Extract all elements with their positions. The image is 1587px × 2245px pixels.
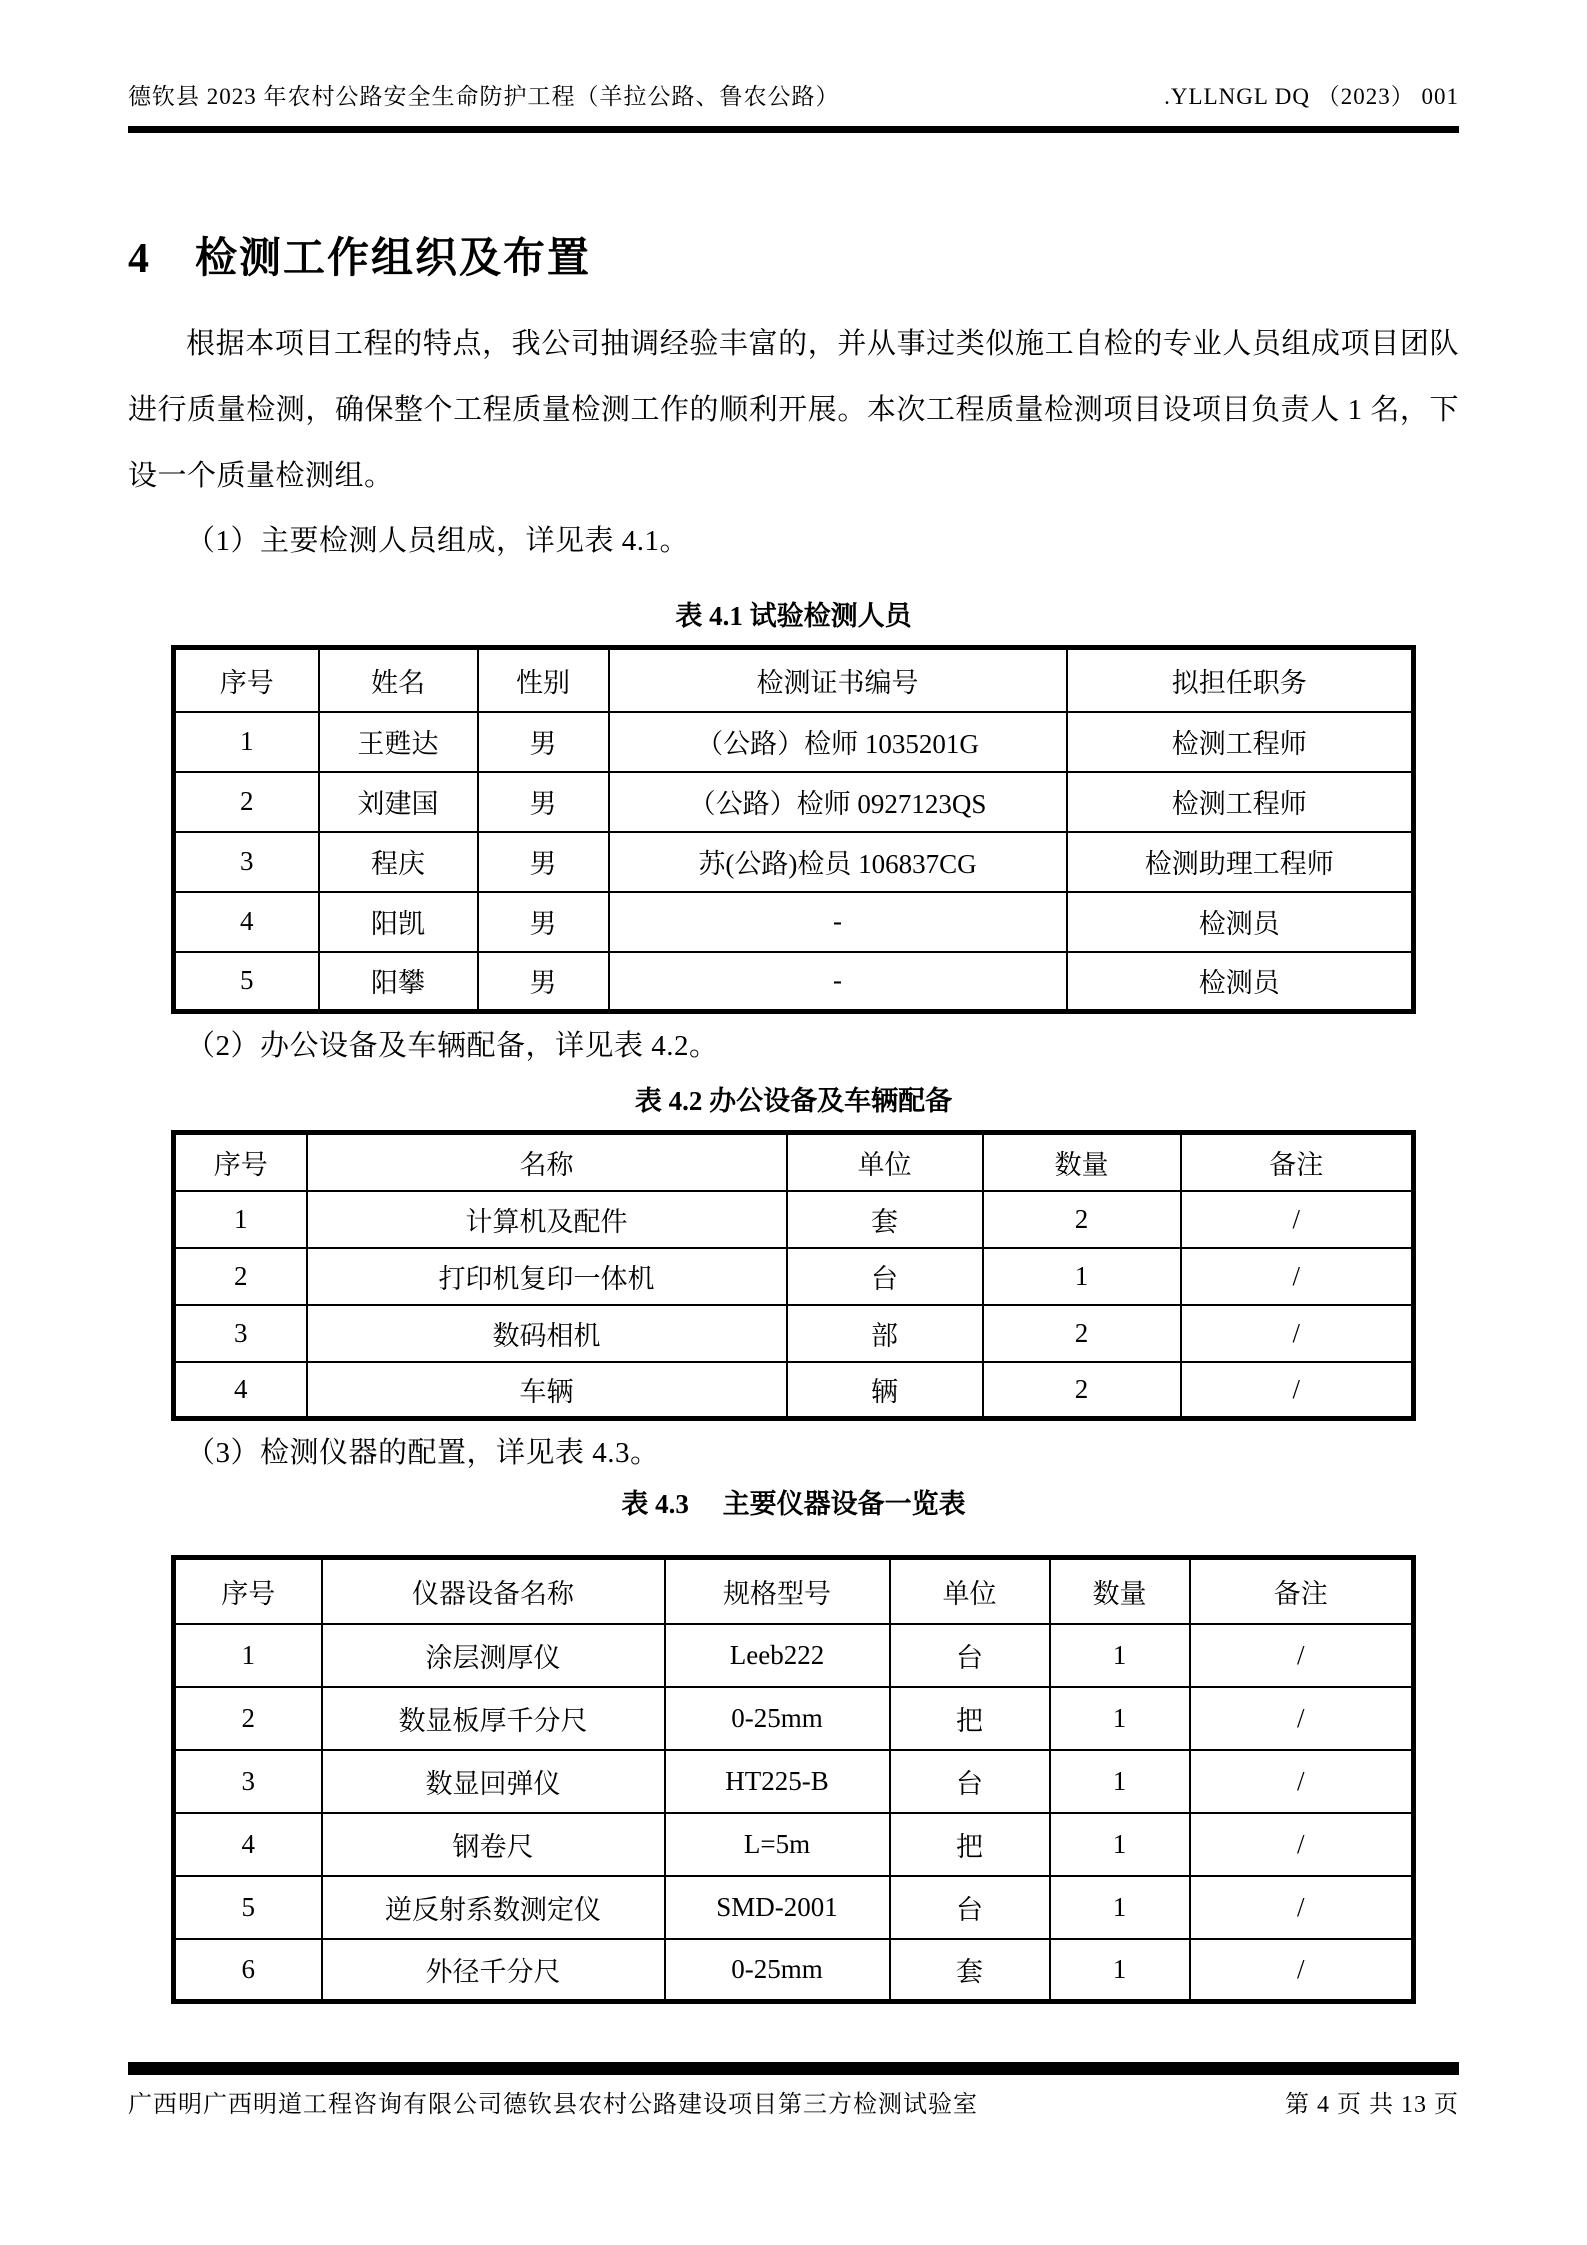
table-header-cell: 备注	[1190, 1558, 1414, 1624]
table-cell: 部	[787, 1305, 983, 1362]
table-cell: 打印机复印一体机	[307, 1248, 787, 1305]
table-cell: 检测员	[1067, 892, 1414, 952]
table-cell: 4	[174, 1362, 307, 1419]
table-cell: 计算机及配件	[307, 1191, 787, 1248]
table-cell: 钢卷尺	[322, 1813, 665, 1876]
table-cell: 外径千分尺	[322, 1939, 665, 2002]
table-cell: 阳凯	[319, 892, 478, 952]
table-cell: 男	[478, 952, 609, 1012]
header-divider	[128, 126, 1459, 133]
table-cell: HT225-B	[665, 1750, 890, 1813]
document-footer	[128, 2062, 1459, 2119]
body-paragraph: 根据本项目工程的特点，我公司抽调经验丰富的，并从事过类似施工自检的专业人员组成项目团队进行质量检测，确保整个工程质量检测工作的顺利开展。本次工程质量检测项目设项目负责人 1 名，下设一个质量检测组。	[128, 328, 1459, 492]
table-header-cell: 序号	[174, 1558, 322, 1624]
header-project-title: 德钦县 2023 年农村公路安全生命防护工程（羊拉公路、鲁农公路）	[128, 84, 840, 109]
table-row	[174, 1876, 1414, 1939]
table-cell: 5	[174, 1876, 322, 1939]
table-cell: 男	[478, 892, 609, 952]
table-cell: 刘建国	[319, 772, 478, 832]
table-cell: 4	[174, 1813, 322, 1876]
table-row	[174, 1750, 1414, 1813]
table-cell: 1	[1050, 1750, 1190, 1813]
table-cell: 2	[983, 1362, 1181, 1419]
table-cell: /	[1181, 1191, 1414, 1248]
table-cell: 数显板厚千分尺	[322, 1687, 665, 1750]
header-document-number: .YLLNGL DQ （2023） 001	[1164, 84, 1459, 109]
table-cell: 涂层测厚仪	[322, 1624, 665, 1687]
table-cell: /	[1190, 1750, 1414, 1813]
table-cell: 2	[174, 1248, 307, 1305]
table-caption-2: 表 4.2 办公设备及车辆配备	[634, 1086, 953, 1116]
table-cell: 1	[174, 1191, 307, 1248]
table-cell: 3	[174, 832, 319, 892]
table-cell: 台	[890, 1624, 1050, 1687]
table-row	[174, 1813, 1414, 1876]
table-cell: 检测工程师	[1067, 772, 1414, 832]
table-row	[174, 892, 1414, 952]
table-header-row	[174, 1558, 1414, 1624]
table-header-cell: 数量	[1050, 1558, 1190, 1624]
page-content	[128, 0, 1459, 2004]
table-cell: 阳攀	[319, 952, 478, 1012]
list-item-1: （1）主要检测人员组成，详见表 4.1。	[186, 525, 690, 557]
table-header-cell: 检测证书编号	[609, 648, 1067, 712]
table-cell: 1	[1050, 1687, 1190, 1750]
table-header-cell: 仪器设备名称	[322, 1558, 665, 1624]
table-cell: Leeb222	[665, 1624, 890, 1687]
table-cell: 王甦达	[319, 712, 478, 772]
table-cell: 台	[890, 1876, 1050, 1939]
table-caption-3: 表 4.3 主要仪器设备一览表	[621, 1489, 966, 1519]
footer-text-row	[128, 2084, 1459, 2119]
table-cell: 3	[174, 1305, 307, 1362]
table-header-cell: 备注	[1181, 1133, 1414, 1191]
footer-company: 广西明广西明道工程咨询有限公司德钦县农村公路建设项目第三方检测试验室	[128, 2092, 978, 2118]
document-header	[128, 0, 1459, 111]
table-cell: L=5m	[665, 1813, 890, 1876]
table-row	[174, 1939, 1414, 2002]
table-row	[174, 772, 1414, 832]
table-row	[174, 1248, 1414, 1305]
table-cell: 台	[890, 1750, 1050, 1813]
table-cell: /	[1190, 1624, 1414, 1687]
table-header-cell: 姓名	[319, 648, 478, 712]
table-cell: 1	[1050, 1624, 1190, 1687]
table-cell: 4	[174, 892, 319, 952]
section-number: 4	[128, 236, 151, 282]
table-header-row	[174, 1133, 1414, 1191]
table-cell: 逆反射系数测定仪	[322, 1876, 665, 1939]
table-cell: 数显回弹仪	[322, 1750, 665, 1813]
table-row	[174, 1191, 1414, 1248]
table-cell: /	[1190, 1687, 1414, 1750]
table-row	[174, 1362, 1414, 1419]
table-cell: 检测工程师	[1067, 712, 1414, 772]
personnel-table	[171, 645, 1416, 1014]
table-cell: 男	[478, 712, 609, 772]
table-cell: 1	[174, 712, 319, 772]
table-row	[174, 1624, 1414, 1687]
table-header-cell: 序号	[174, 1133, 307, 1191]
table-cell: -	[609, 952, 1067, 1012]
table-cell: /	[1181, 1305, 1414, 1362]
table-cell: /	[1181, 1362, 1414, 1419]
table-row	[174, 1687, 1414, 1750]
list-item-3: （3）检测仪器的配置，详见表 4.3。	[186, 1437, 660, 1469]
table-header-cell: 单位	[890, 1558, 1050, 1624]
table-cell: 1	[174, 1624, 322, 1687]
table-cell: 把	[890, 1687, 1050, 1750]
footer-page-number: 第 4 页 共 13 页	[1285, 2092, 1459, 2118]
table-cell: 2	[174, 1687, 322, 1750]
instrument-table	[171, 1555, 1416, 2004]
table-header-cell: 数量	[983, 1133, 1181, 1191]
table-header-cell: 名称	[307, 1133, 787, 1191]
table-header-row	[174, 648, 1414, 712]
table-cell: /	[1190, 1939, 1414, 2002]
table-cell: 辆	[787, 1362, 983, 1419]
table-cell: 0-25mm	[665, 1939, 890, 2002]
table-cell: 苏(公路)检员 106837CG	[609, 832, 1067, 892]
table-row	[174, 1305, 1414, 1362]
table-cell: /	[1190, 1876, 1414, 1939]
table-cell: 1	[1050, 1813, 1190, 1876]
table-header-cell: 拟担任职务	[1067, 648, 1414, 712]
table-cell: 6	[174, 1939, 322, 2002]
table-cell: SMD-2001	[665, 1876, 890, 1939]
table-row	[174, 832, 1414, 892]
table-cell: 5	[174, 952, 319, 1012]
footer-divider	[128, 2062, 1459, 2075]
table-cell: 套	[890, 1939, 1050, 2002]
table-cell: 检测助理工程师	[1067, 832, 1414, 892]
table-cell: 2	[983, 1305, 1181, 1362]
table-header-cell: 序号	[174, 648, 319, 712]
table-cell: /	[1190, 1813, 1414, 1876]
equipment-table	[171, 1130, 1416, 1421]
list-item-2: （2）办公设备及车辆配备，详见表 4.2。	[186, 1030, 719, 1062]
table-caption-1: 表 4.1 试验检测人员	[675, 601, 912, 631]
section-title: 检测工作组织及布置	[195, 236, 592, 282]
table-row	[174, 712, 1414, 772]
table-cell: 1	[1050, 1939, 1190, 2002]
table-header-cell: 性别	[478, 648, 609, 712]
table-header-cell: 单位	[787, 1133, 983, 1191]
table-cell: （公路）检师 0927123QS	[609, 772, 1067, 832]
table-cell: -	[609, 892, 1067, 952]
table-cell: 1	[983, 1248, 1181, 1305]
table-cell: /	[1181, 1248, 1414, 1305]
table-cell: 台	[787, 1248, 983, 1305]
table-cell: 2	[983, 1191, 1181, 1248]
table-cell: 检测员	[1067, 952, 1414, 1012]
table-header-cell: 规格型号	[665, 1558, 890, 1624]
table-cell: 车辆	[307, 1362, 787, 1419]
table-cell: 把	[890, 1813, 1050, 1876]
section-heading	[128, 233, 1459, 285]
table-cell: 套	[787, 1191, 983, 1248]
table-cell: 数码相机	[307, 1305, 787, 1362]
table-cell: 1	[1050, 1876, 1190, 1939]
table-cell: 2	[174, 772, 319, 832]
table-cell: 男	[478, 832, 609, 892]
table-cell: 0-25mm	[665, 1687, 890, 1750]
table-cell: （公路）检师 1035201G	[609, 712, 1067, 772]
table-cell: 程庆	[319, 832, 478, 892]
table-cell: 3	[174, 1750, 322, 1813]
table-cell: 男	[478, 772, 609, 832]
table-row	[174, 952, 1414, 1012]
